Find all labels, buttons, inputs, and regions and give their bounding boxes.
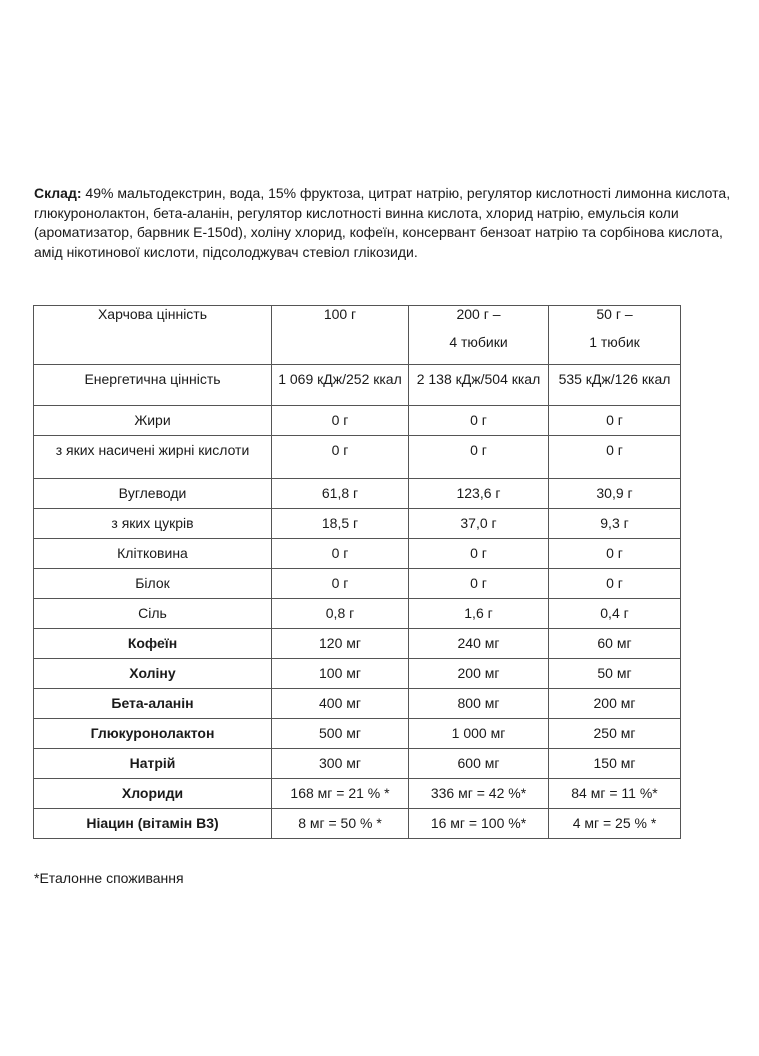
row-value-200g — [409, 509, 549, 539]
composition-text: 49% мальтодекстрин, вода, 15% фруктоза, цитрат натрію, регулятор кислотності лимонна кислота, глюкуронолактон, бета-аланін, регулятор кислотності винна кислота, хлорид натрію, емульсія коли (ароматизатор, барвник Е-150d), холіну хлорид, кофеїн, консервант бензоат натрію та сорбінова кислота, амід нікотинової кислоти, підсолоджувач стевіол глікозиди. — [34, 185, 731, 260]
row-value-200g — [409, 569, 549, 599]
row-value-100g — [272, 365, 409, 406]
row-name-text: Енергетична цінність — [84, 371, 221, 387]
value-200g: 0 г — [470, 575, 487, 591]
value-100g: 61,8 г — [321, 485, 359, 501]
row-name — [34, 406, 272, 436]
composition-label: Склад: — [34, 185, 82, 201]
value-100g: 100 мг — [319, 665, 361, 681]
value-100g: 0,8 г — [325, 605, 355, 621]
value-200g: 200 мг — [457, 665, 500, 681]
row-value-200g — [409, 689, 549, 719]
row-name-text: Жири — [134, 412, 171, 428]
table-row — [34, 809, 681, 839]
row-name — [34, 365, 272, 406]
value-50g: 60 мг — [597, 635, 632, 651]
value-200g: 2 138 кДж/504 ккал — [416, 371, 541, 387]
row-value-50g — [549, 599, 681, 629]
row-value-200g — [409, 809, 549, 839]
row-value-100g — [272, 436, 409, 479]
row-name-text: Білок — [135, 575, 170, 591]
value-100g: 400 мг — [319, 695, 361, 711]
row-name — [34, 599, 272, 629]
value-100g: 0 г — [331, 545, 349, 561]
row-value-100g — [272, 689, 409, 719]
table-row — [34, 436, 681, 479]
row-value-50g — [549, 749, 681, 779]
row-value-50g — [549, 479, 681, 509]
value-50g: 50 мг — [597, 665, 632, 681]
row-value-200g — [409, 629, 549, 659]
value-200g: 800 мг — [457, 695, 500, 711]
footnote: *Еталонне споживання — [34, 870, 184, 886]
row-name — [34, 719, 272, 749]
row-value-100g — [272, 569, 409, 599]
table-header-row — [34, 306, 681, 365]
row-name-text: з яких насичені жирні кислоти — [55, 442, 250, 458]
row-value-200g — [409, 539, 549, 569]
row-name — [34, 479, 272, 509]
value-50g: 0 г — [606, 545, 623, 561]
row-name — [34, 809, 272, 839]
row-value-50g — [549, 509, 681, 539]
row-value-100g — [272, 599, 409, 629]
value-50g: 9,3 г — [600, 515, 629, 531]
row-value-50g — [549, 365, 681, 406]
row-value-200g — [409, 436, 549, 479]
value-200g: 336 мг = 42 %* — [430, 785, 527, 801]
value-50g: 0,4 г — [600, 605, 629, 621]
value-100g: 8 мг = 50 % * — [298, 815, 382, 831]
table-row — [34, 569, 681, 599]
value-200g: 0 г — [470, 442, 487, 458]
row-name — [34, 779, 272, 809]
table-row — [34, 779, 681, 809]
row-name — [34, 436, 272, 479]
value-50g: 0 г — [606, 575, 623, 591]
row-value-200g — [409, 599, 549, 629]
value-200g: 1 000 мг — [451, 725, 506, 741]
value-50g: 0 г — [606, 442, 623, 458]
row-name — [34, 509, 272, 539]
row-name-text: Натрій — [129, 755, 176, 771]
header-nutrition-value: Харчова цінність — [34, 306, 272, 365]
row-value-100g — [272, 406, 409, 436]
header-200g-line1: 200 г – — [456, 306, 501, 322]
value-100g: 0 г — [331, 412, 349, 428]
table-row — [34, 365, 681, 406]
value-200g: 123,6 г — [456, 485, 501, 501]
value-50g: 200 мг — [593, 695, 636, 711]
table-row — [34, 689, 681, 719]
row-name — [34, 749, 272, 779]
table-row — [34, 539, 681, 569]
table-row — [34, 629, 681, 659]
value-50g: 0 г — [606, 412, 623, 428]
row-value-100g — [272, 719, 409, 749]
value-200g: 0 г — [470, 412, 487, 428]
row-name — [34, 629, 272, 659]
value-200g: 1,6 г — [464, 605, 493, 621]
row-value-50g — [549, 719, 681, 749]
row-name-text: Глюкуронолактон — [90, 725, 215, 741]
table-row — [34, 599, 681, 629]
row-name-text: Ніацин (вітамін В3) — [86, 815, 219, 831]
value-200g: 16 мг = 100 %* — [430, 815, 527, 831]
value-100g: 0 г — [331, 442, 349, 458]
value-200g: 0 г — [470, 545, 487, 561]
value-50g: 30,9 г — [596, 485, 633, 501]
row-value-200g — [409, 779, 549, 809]
row-value-50g — [549, 569, 681, 599]
row-value-50g — [549, 779, 681, 809]
row-value-200g — [409, 365, 549, 406]
row-name — [34, 539, 272, 569]
row-name-text: Клітковина — [117, 545, 188, 561]
value-50g: 535 кДж/126 ккал — [558, 371, 671, 387]
table-row — [34, 509, 681, 539]
header-200g-line2: 4 тюбики — [449, 334, 508, 350]
value-50g: 150 мг — [593, 755, 636, 771]
value-100g: 0 г — [331, 575, 349, 591]
header-50g-line2: 1 тюбик — [589, 334, 640, 350]
row-value-50g — [549, 629, 681, 659]
table-row — [34, 719, 681, 749]
nutrition-table — [33, 305, 681, 839]
row-name-text: Кофеїн — [127, 635, 178, 651]
value-100g: 300 мг — [319, 755, 361, 771]
value-50g: 250 мг — [593, 725, 636, 741]
table-row — [34, 406, 681, 436]
row-value-200g — [409, 406, 549, 436]
value-100g: 120 мг — [319, 635, 361, 651]
row-value-50g — [549, 436, 681, 479]
row-name — [34, 689, 272, 719]
row-value-200g — [409, 719, 549, 749]
value-200g: 37,0 г — [460, 515, 497, 531]
row-value-50g — [549, 809, 681, 839]
row-value-50g — [549, 539, 681, 569]
table-row — [34, 479, 681, 509]
row-value-100g — [272, 749, 409, 779]
row-value-50g — [549, 406, 681, 436]
header-200g — [409, 306, 549, 365]
row-value-100g — [272, 539, 409, 569]
row-value-50g — [549, 659, 681, 689]
row-value-100g — [272, 509, 409, 539]
value-100g: 1 069 кДж/252 ккал — [278, 371, 402, 387]
row-value-100g — [272, 809, 409, 839]
row-value-100g — [272, 659, 409, 689]
row-value-100g — [272, 479, 409, 509]
row-name-text: Холіну — [129, 665, 176, 681]
row-name-text: з яких цукрів — [111, 515, 194, 531]
row-value-50g — [549, 689, 681, 719]
value-50g: 4 мг = 25 % * — [572, 815, 657, 831]
row-name-text: Бета-аланін — [111, 695, 194, 711]
row-value-100g — [272, 779, 409, 809]
row-value-200g — [409, 659, 549, 689]
composition-paragraph — [34, 184, 734, 262]
value-100g: 168 мг = 21 % * — [290, 785, 390, 801]
header-100g: 100 г — [272, 306, 409, 365]
row-name-text: Вуглеводи — [118, 485, 187, 501]
row-name-text: Хлориди — [121, 785, 184, 801]
table-row — [34, 659, 681, 689]
row-name — [34, 659, 272, 689]
row-value-200g — [409, 749, 549, 779]
value-200g: 600 мг — [457, 755, 500, 771]
row-name — [34, 569, 272, 599]
row-name-text: Сіль — [138, 605, 167, 621]
value-50g: 84 мг = 11 %* — [571, 785, 658, 801]
value-100g: 500 мг — [319, 725, 361, 741]
row-value-100g — [272, 629, 409, 659]
row-value-200g — [409, 479, 549, 509]
table-row — [34, 749, 681, 779]
value-100g: 18,5 г — [321, 515, 359, 531]
header-50g — [549, 306, 681, 365]
value-200g: 240 мг — [457, 635, 500, 651]
header-50g-line1: 50 г – — [596, 306, 633, 322]
